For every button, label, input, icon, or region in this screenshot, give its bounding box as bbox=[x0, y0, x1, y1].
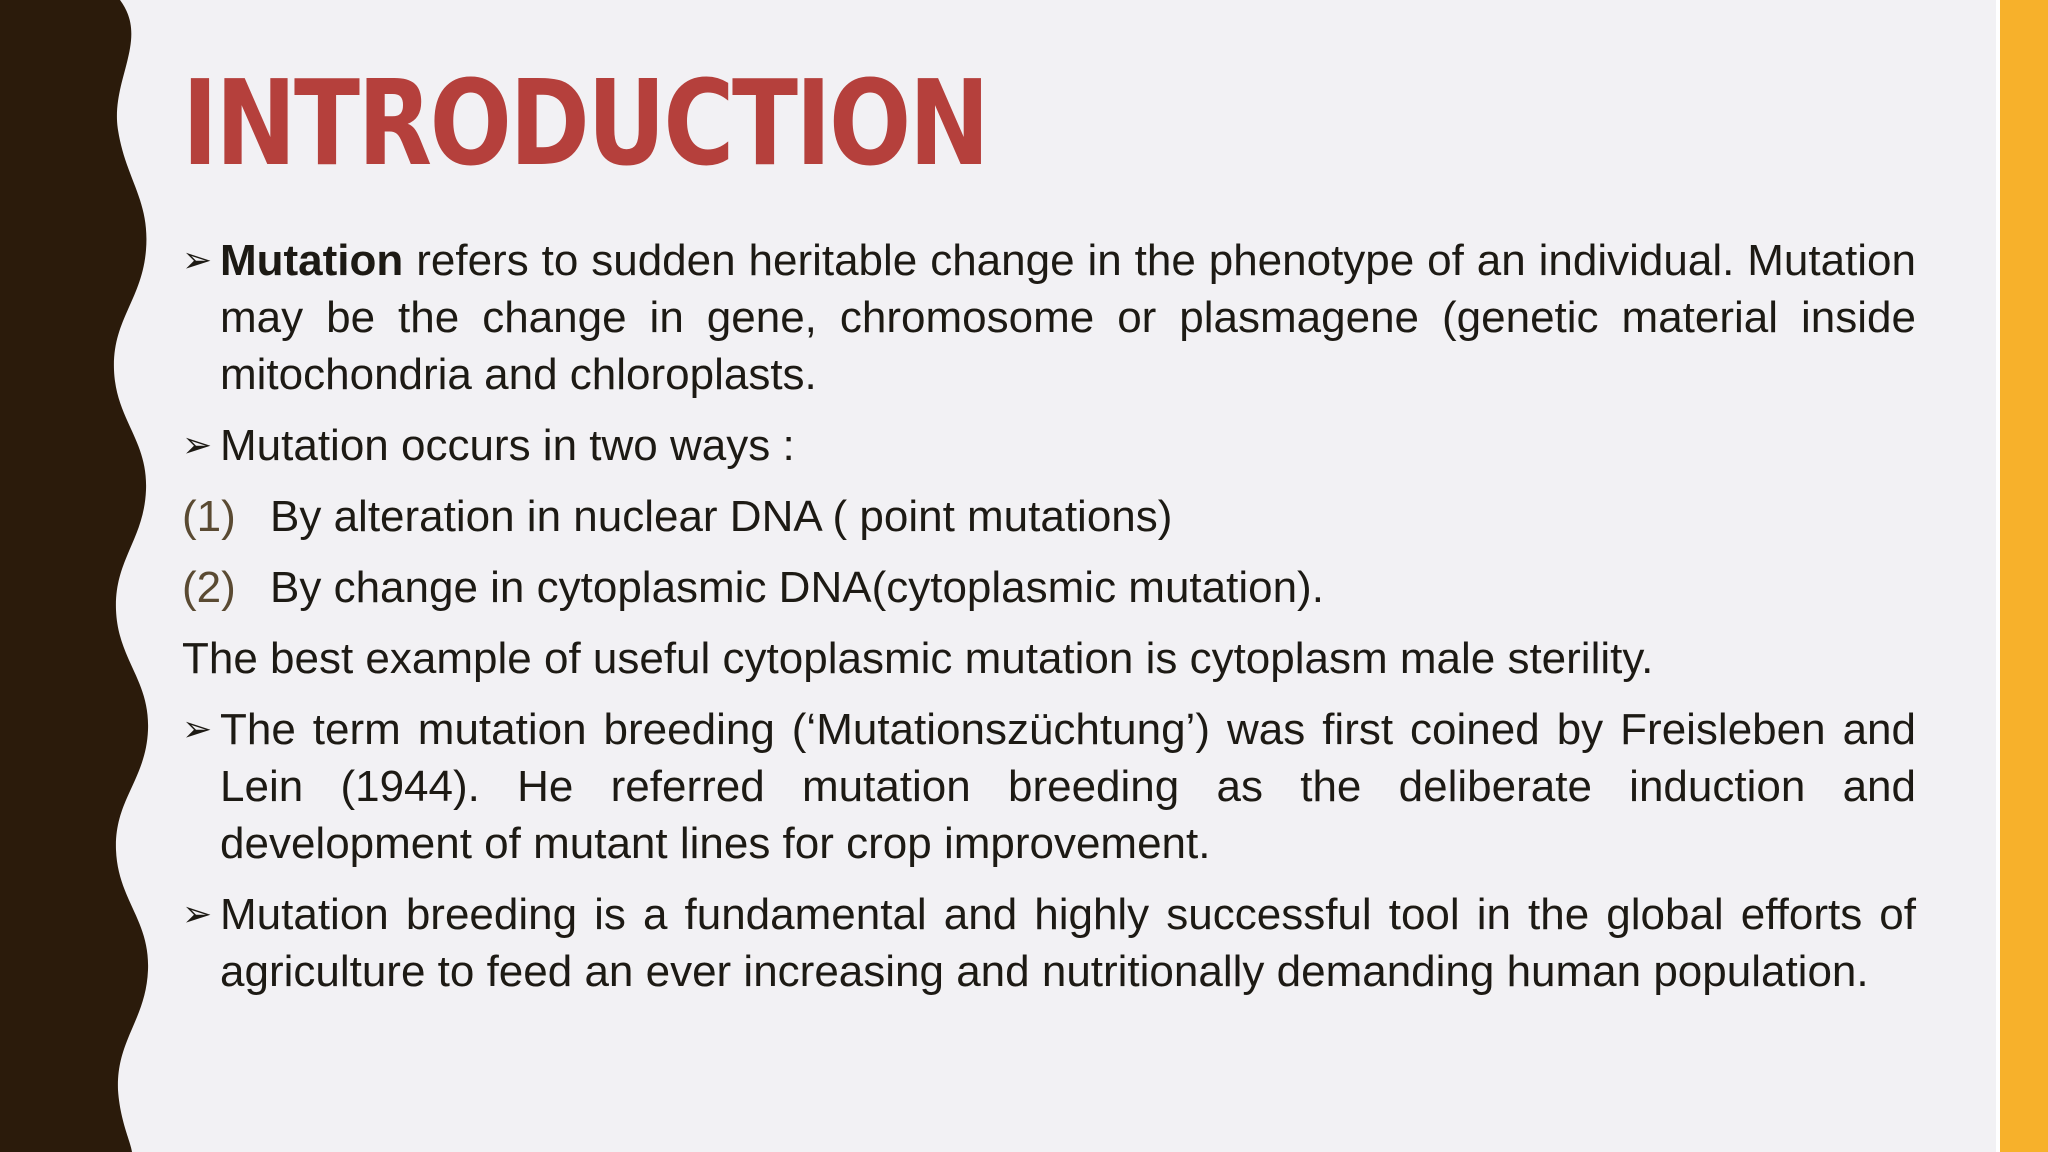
bullet-text: The term mutation breeding (‘Mutationszüchtung’) was first coined by Freisleben and Lein (1944). He referred mutation breeding as the deliberate induction and development of mutant lines for crop improvement. bbox=[220, 705, 1916, 868]
numbered-item-1 bbox=[182, 488, 1916, 545]
right-accent-band bbox=[2000, 0, 2048, 1152]
arrowhead-bullet-icon: ➢ bbox=[182, 425, 213, 466]
numbered-item-2 bbox=[182, 559, 1916, 616]
arrowhead-bullet-icon: ➢ bbox=[182, 709, 213, 750]
slide-title: INTRODUCTION bbox=[182, 54, 988, 192]
bullet-item-breeding-tool bbox=[182, 886, 1916, 1000]
arrowhead-bullet-icon: ➢ bbox=[182, 894, 213, 935]
item-number: (2) bbox=[182, 563, 236, 612]
slide-body bbox=[182, 232, 1916, 1014]
item-text: By alteration in nuclear DNA ( point mutations) bbox=[270, 492, 1173, 541]
item-number: (1) bbox=[182, 492, 236, 541]
bullet-text-body: refers to sudden heritable change in the phenotype of an individual. Mutation may be the change in gene, chromosome or plasmagene (genetic material inside mitochondria and chloroplasts. bbox=[220, 236, 1916, 399]
bullet-item-mutation-definition bbox=[182, 232, 1916, 403]
bullet-item-term-origin bbox=[182, 701, 1916, 872]
bullet-text bbox=[220, 232, 1916, 403]
arrowhead-bullet-icon: ➢ bbox=[182, 240, 213, 281]
item-text: By change in cytoplasmic DNA(cytoplasmic mutation). bbox=[270, 563, 1324, 612]
bold-term: Mutation bbox=[220, 236, 404, 285]
left-wavy-band bbox=[0, 0, 160, 1152]
bullet-text: Mutation occurs in two ways : bbox=[220, 421, 795, 470]
bullet-text: Mutation breeding is a fundamental and highly successful tool in the global efforts of agriculture to feed an ever increasing and nutritionally demanding human population. bbox=[220, 890, 1916, 996]
example-line: The best example of useful cytoplasmic mutation is cytoplasm male sterility. bbox=[182, 634, 1654, 683]
bullet-item-mutation-ways bbox=[182, 417, 1916, 474]
